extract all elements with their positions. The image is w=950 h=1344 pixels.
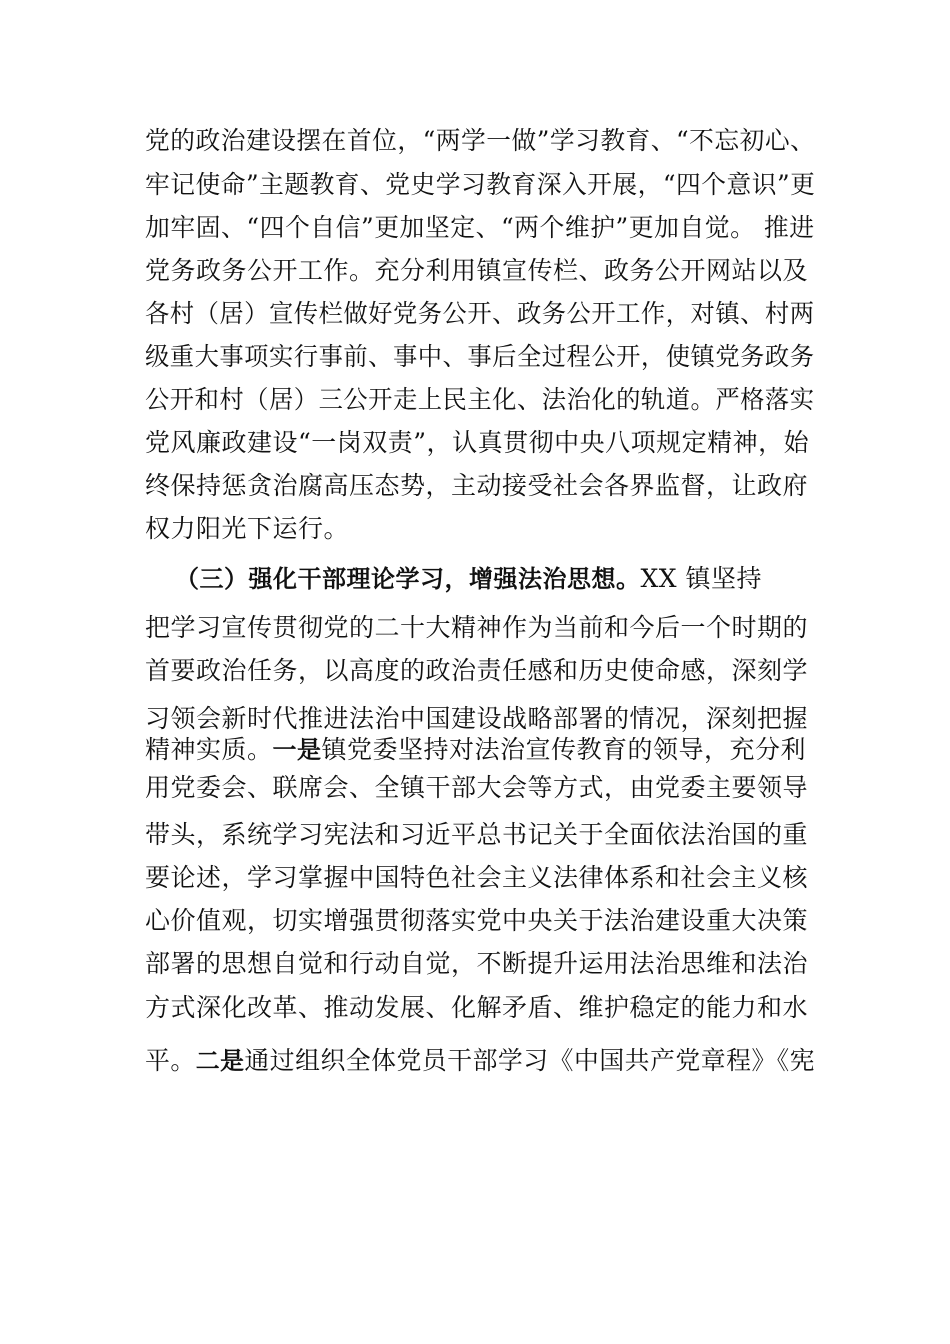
text-line-3: 加牢固、“四个自信”更加坚定、“两个维护”更加自觉。 推进 [145, 213, 815, 242]
point-one-label: 一是 [272, 736, 322, 764]
text-line-13: 首要政治任务，以高度的政治责任感和历史使命感，深刻学 [145, 656, 809, 685]
text-line-1: 党的政治建设摆在首位，“两学一做”学习教育、“不忘初心、 [145, 126, 816, 155]
text-line-8: 党风廉政建设“一岗双责”，认真贯彻中央八项规定精神，始 [145, 428, 810, 457]
text-line-5: 各村（居）宣传栏做好党务公开、政务公开工作，对镇、村两 [145, 299, 815, 328]
text-line-21: 方式深化改革、推动发展、化解矛盾、维护稳定的能力和水 [145, 993, 809, 1022]
text-line-14: 习领会新时代推进法治中国建设战略部署的情况，深刻把握 [145, 704, 809, 733]
text-line-17: 带头，系统学习宪法和习近平总书记关于全面依法治国的重 [145, 820, 809, 849]
text-line-7: 公开和村（居）三公开走上民主化、法治化的轨道。严格落实 [145, 385, 815, 414]
text-line-10: 权力阳光下运行。 [145, 514, 350, 543]
text-line-6: 级重大事项实行事前、事中、事后全过程公开，使镇党务政务 [145, 342, 815, 371]
text-line-16: 用党委会、联席会、全镇干部大会等方式，由党委主要领导 [145, 773, 809, 802]
point-two-label: 二是 [195, 1047, 245, 1075]
text-line-2: 牢记使命”主题教育、党史学习教育深入开展，“四个意识”更 [145, 170, 816, 199]
text-line-22: 平。二是通过组织全体党员干部学习《中国共产党章程》《宪 [145, 1046, 816, 1075]
text-line-19: 心价值观，切实增强贯彻落实党中央关于法治建设重大决策 [145, 906, 809, 935]
text-line-15: 精神实质。一是镇党委坚持对法治宣传教育的领导，充分利 [145, 735, 807, 764]
section-heading-line: （三）强化干部理论学习，增强法治思想。XX 镇坚持 [175, 564, 763, 593]
text-line-9: 终保持惩贪治腐高压态势，主动接受社会各界监督，让政府 [145, 471, 809, 500]
text-line-18: 要论述，学习掌握中国特色社会主义法律体系和社会主义核 [145, 863, 809, 892]
text-line-12: 把学习宣传贯彻党的二十大精神作为当前和今后一个时期的 [145, 613, 809, 642]
section-heading: （三）强化干部理论学习，增强法治思想。 [175, 565, 641, 593]
text-line-20: 部署的思想自觉和行动自觉，不断提升运用法治思维和法治 [145, 949, 809, 978]
text-line-4: 党务政务公开工作。充分利用镇宣传栏、政务公开网站以及 [145, 256, 809, 285]
